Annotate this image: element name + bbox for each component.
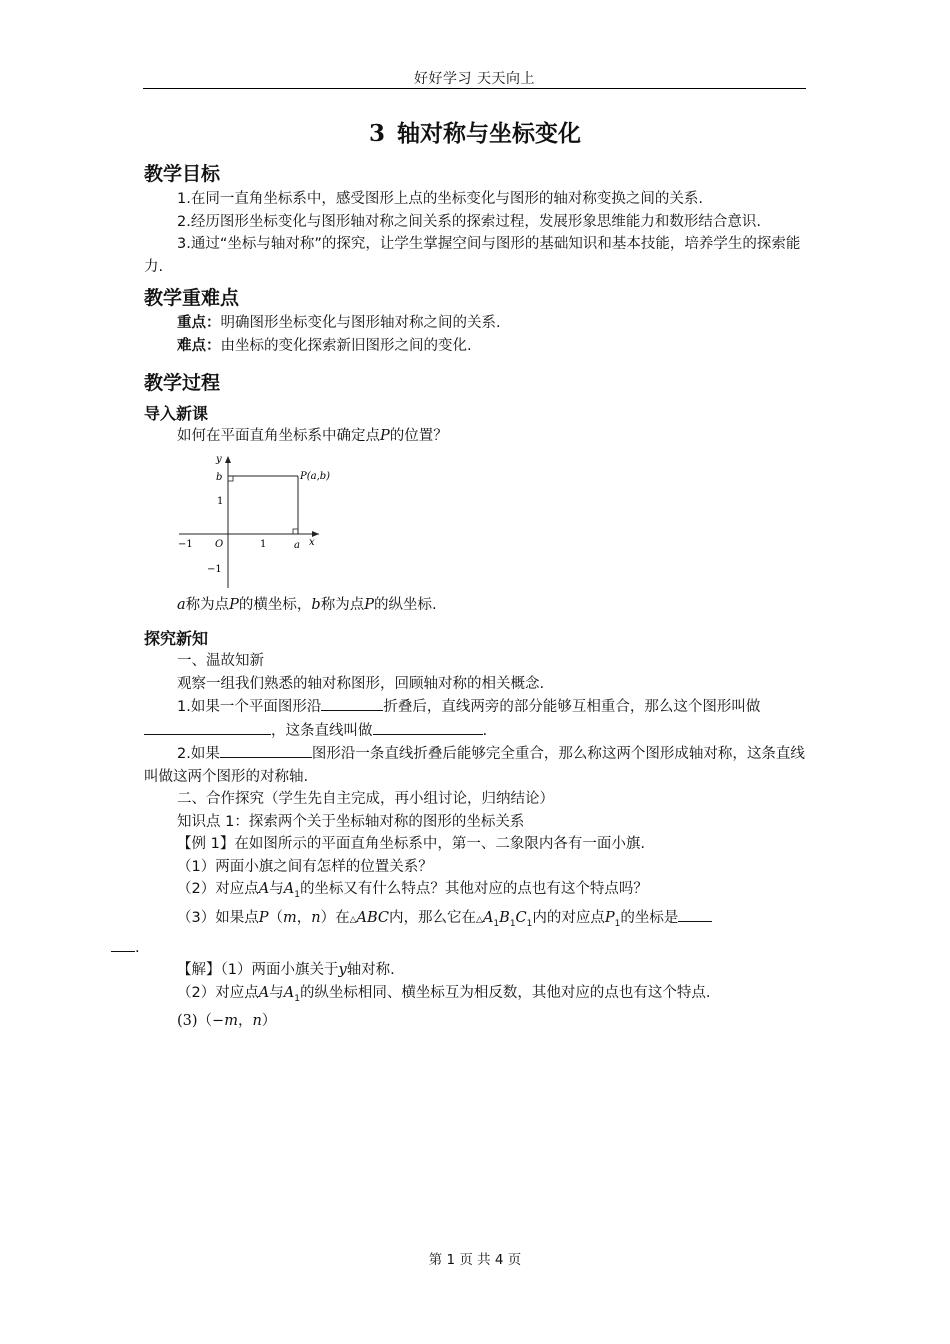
blank-1 xyxy=(321,695,383,711)
y-axis-label: y xyxy=(216,453,222,465)
neg-one-y-label: −1 xyxy=(207,563,222,575)
blank-3 xyxy=(373,719,483,735)
neg-one-x-label: −1 xyxy=(178,538,193,550)
process-heading: 教学过程 xyxy=(144,372,221,394)
keypoints-heading: 教学重难点 xyxy=(144,287,240,309)
focus-text: 明确图形坐标变化与图形轴对称之间的关系. xyxy=(220,315,501,331)
review-title: 一、温故知新 xyxy=(177,653,264,669)
focus-label: 重点： xyxy=(177,315,221,331)
coop-title: 二、合作探究（学生先自主完成，再小组讨论，归纳结论） xyxy=(177,791,554,807)
difficulty-line xyxy=(144,335,806,358)
difficulty-label: 难点： xyxy=(177,337,221,354)
blank-5 xyxy=(678,906,712,922)
y-axis-arrow xyxy=(225,456,231,463)
solution-2: （2）对应点A与$A_1$的纵坐标相同、横坐标互为相反数，其他对应的点也有这个特点. xyxy=(177,984,711,1004)
x-axis-label: x xyxy=(309,536,315,548)
blank-4 xyxy=(220,742,312,758)
example-question-2: （2）对应点A与$A_1$的坐标又有什么特点？其他对应的点也有这个特点吗？ xyxy=(177,881,648,900)
focus-line xyxy=(144,312,806,335)
one-y-label: 1 xyxy=(217,495,224,507)
title-text: 轴对称与坐标变化 xyxy=(397,121,581,147)
document-body xyxy=(135,118,806,1033)
intro-heading: 导入新课 xyxy=(144,404,209,423)
knowledge-point-1: 知识点 1：探索两个关于坐标轴对称的图形的坐标关系 xyxy=(177,813,525,830)
review-intro: 观察一组我们熟悉的轴对称图形，回顾轴对称的相关概念. xyxy=(177,675,545,692)
solution-1: 【解】（1）两面小旗关于y轴对称. xyxy=(177,962,395,979)
blank-5-cont xyxy=(111,936,135,952)
difficulty-text: 由坐标的变化探索新旧图形之间的变化. xyxy=(220,337,472,354)
header-rule xyxy=(143,88,806,89)
title-number: 3 xyxy=(368,120,385,147)
blank-2 xyxy=(144,719,271,735)
b-label: b xyxy=(216,471,223,483)
right-angle-mark-x xyxy=(293,529,298,534)
coordinate-graph xyxy=(174,450,344,590)
question-2: 2.如果 图形沿一条直线折叠后能够完全重合，那么称这两个图形成轴对称，这条直线叫做这两个图形的对称轴. xyxy=(144,742,806,788)
right-angle-mark-y xyxy=(228,476,233,481)
page-footer: 第 1 页 共 4 页 xyxy=(428,1252,522,1268)
goal-item: 2.经历图形坐标变化与图形轴对称之间关系的探索过程，发展形象思维能力和数形结合意识. xyxy=(177,213,761,230)
intro-question: 如何在平面直角坐标系中确定点P的位置？ xyxy=(177,428,448,444)
a-label: a xyxy=(294,539,300,551)
point-p-label: P(a,b) xyxy=(300,470,331,482)
example-question-1: （1）两面小旗之间有怎样的位置关系？ xyxy=(177,858,433,875)
goals-heading: 教学目标 xyxy=(144,163,221,185)
origin-label: O xyxy=(215,538,224,550)
page-header: 好好学习 天天向上 xyxy=(414,71,535,87)
page-title xyxy=(144,118,806,150)
example-1: 【例 1】在如图所示的平面直角坐标系中，第一、二象限内各有一面小旗. xyxy=(177,836,645,852)
goal-item: 1.在同一直角坐标系中，感受图形上点的坐标变化与图形的轴对称变换之间的关系. xyxy=(177,191,703,207)
goal-item: 3.通过“坐标与轴对称”的探究，让学生掌握空间与图形的基础知识和基本技能，培养学生的探索能力. xyxy=(144,236,801,275)
question-1: 1.如果一个平面图形沿 折叠后，直线两旁的部分能够互相重合，那么这个图形叫做，这条直线叫做 . xyxy=(144,695,806,742)
explore-heading: 探究新知 xyxy=(144,629,209,648)
one-x-label: 1 xyxy=(260,538,267,550)
solution-3: (3)（−m，n） xyxy=(177,1013,277,1030)
coordinate-conclusion: a称为点P的横坐标，b称为点P的纵坐标. xyxy=(177,596,437,613)
example-question-3: （3）如果点P（m，n）在△ABC内，那么它在$\triangle A_1B_1C_1$内的对应点$P_1$的坐标是 . xyxy=(144,906,806,959)
